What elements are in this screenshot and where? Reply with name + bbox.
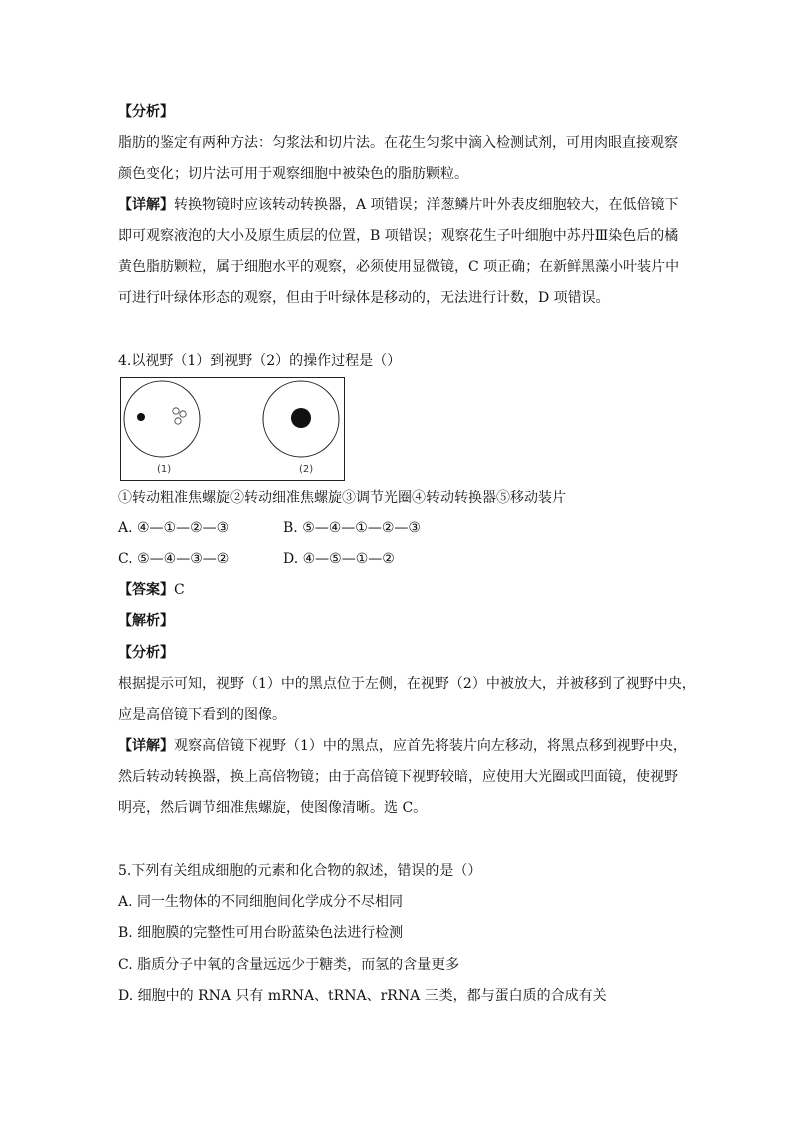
- option-b: B. 细胞膜的完整性可用台盼蓝染色法进行检测: [118, 925, 404, 941]
- detail-text-line: 即可观察液泡的大小及原生质层的位置，B 项错误；观察花生子叶细胞中苏丹Ⅲ染色后的橘: [118, 228, 679, 244]
- detail-paragraph-line: [118, 736, 687, 756]
- field-1-bubble: [180, 411, 186, 417]
- field-2-black-dot: [291, 408, 311, 428]
- section-label-explanation: 【解析】: [118, 613, 174, 629]
- section-label-detail: 【详解】: [118, 197, 174, 213]
- option-b: B. ⑤—④—①—②—③: [283, 520, 421, 536]
- analysis-text-line: 根据提示可知，视野（1）中的黑点位于左侧，在视野（2）中被放大，并被移到了视野中央，: [118, 676, 696, 692]
- detail-text-line: 可进行叶绿体形态的观察，但由于叶绿体是移动的，无法进行计数，D 项错误。: [118, 290, 610, 306]
- field-1-circle: [124, 381, 200, 457]
- detail-paragraph-line: [118, 195, 679, 215]
- analysis-text-line: 颜色变化；切片法可用于观察细胞中被染色的脂肪颗粒。: [118, 166, 468, 182]
- analysis-text-line: 脂肪的鉴定有两种方法：匀浆法和切片法。在花生匀浆中滴入检测试剂，可用肉眼直接观察: [118, 135, 678, 151]
- detail-text: 观察高倍镜下视野（1）中的黑点，应首先将装片向左移动，将黑点移到视野中央，: [174, 738, 687, 754]
- detail-text: 转换物镜时应该转动转换器，A 项错误；洋葱鳞片叶外表皮细胞较大，在低倍镜下: [174, 197, 679, 213]
- analysis-text-line: 应是高倍镜下看到的图像。: [118, 707, 286, 723]
- section-label-answer: 【答案】: [118, 582, 174, 598]
- section-label-detail: 【详解】: [118, 738, 174, 754]
- operation-steps: ①转动粗准焦螺旋②转动细准焦螺旋③调节光圈④转动转换器⑤移动装片: [118, 490, 566, 506]
- answer-value: C: [174, 582, 185, 598]
- field-1-black-dot: [137, 413, 145, 421]
- field-1-bubble: [173, 408, 179, 414]
- option-c: C. ⑤—④—③—②: [118, 551, 230, 567]
- figure-label-1: (1): [157, 464, 172, 475]
- option-a: A. ④—①—②—③: [118, 520, 230, 536]
- option-a: A. 同一生物体的不同细胞间化学成分不尽相同: [118, 894, 404, 910]
- detail-text-line: 明亮，然后调节细准焦螺旋，使图像清晰。选 C。: [118, 800, 428, 816]
- option-d: D. 细胞中的 RNA 只有 mRNA、tRNA、rRNA 三类，都与蛋白质的合成有关: [118, 988, 607, 1004]
- detail-text-line: 黄色脂肪颗粒，属于细胞水平的观察，必须使用显微镜，C 项正确；在新鲜黑藻小叶装片中: [118, 259, 680, 275]
- option-c: C. 脂质分子中氧的含量远远少于糖类，而氢的含量更多: [118, 957, 460, 973]
- answer-line: [118, 580, 185, 600]
- question-4-stem: 4.以视野（1）到视野（2）的操作过程是（）: [118, 353, 402, 369]
- option-d: D. ④—⑤—①—②: [283, 551, 395, 567]
- detail-text-line: 然后转动转换器，换上高倍物镜；由于高倍镜下视野较暗，应使用大光圈或凹面镜，使视野: [118, 769, 678, 785]
- field-1-bubble: [175, 418, 181, 424]
- microscope-field-figure: [120, 377, 345, 481]
- section-label-analysis: 【分析】: [118, 104, 174, 120]
- section-label-analysis: 【分析】: [118, 645, 174, 661]
- figure-label-2: (2): [299, 464, 314, 475]
- question-5-stem: 5.下列有关组成细胞的元素和化合物的叙述，错误的是（）: [118, 863, 482, 879]
